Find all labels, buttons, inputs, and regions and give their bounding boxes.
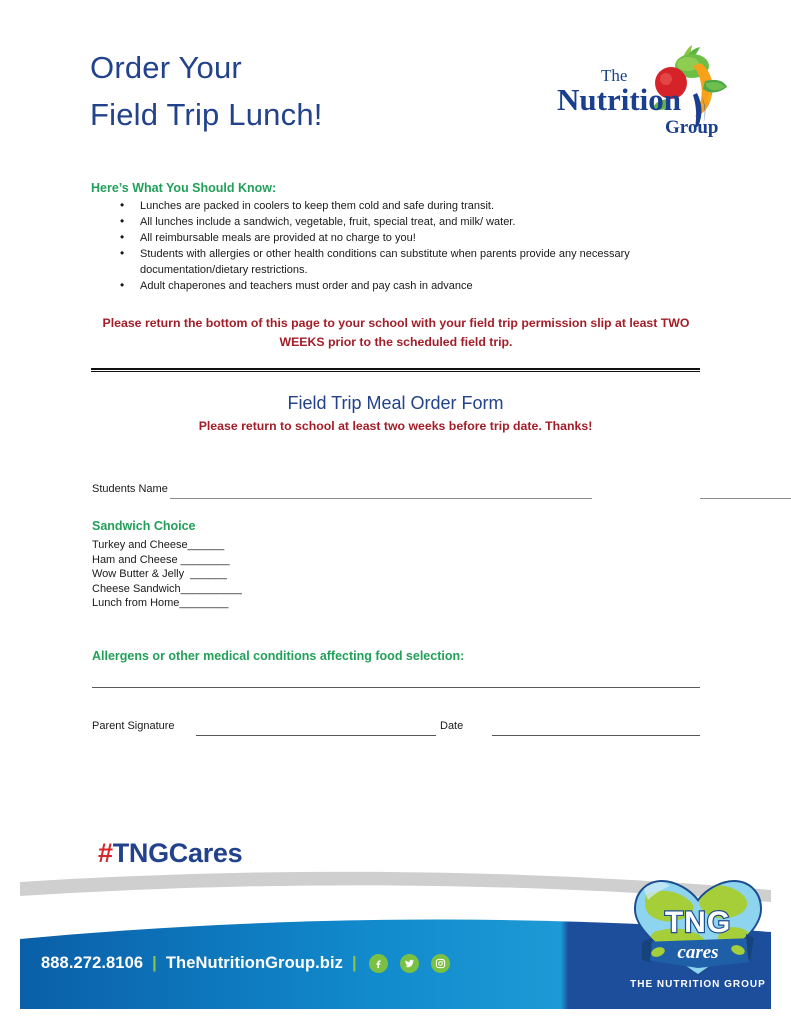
footer-separator-2: |	[352, 954, 357, 972]
list-item: • Lunches are packed in coolers to keep them cold and safe during transit.	[112, 199, 712, 215]
page-header	[0, 0, 791, 160]
know-section-heading: Here’s What You Should Know:	[91, 181, 277, 195]
date-label: Date	[440, 720, 464, 732]
list-item: • Adult chaperones and teachers must order and pay cash in advance	[112, 279, 712, 295]
student-name-input[interactable]	[170, 498, 592, 499]
know-bullet-list	[112, 199, 712, 295]
svg-text:cares: cares	[677, 942, 719, 963]
student-name-secondary-input[interactable]	[700, 498, 791, 499]
sandwich-option-cheese-sandwich[interactable]: Cheese Sandwich__________	[92, 582, 242, 595]
svg-text:Nutrition: Nutrition	[557, 82, 681, 117]
page-title	[90, 44, 323, 138]
title-line-2: Field Trip Lunch!	[90, 97, 323, 132]
sandwich-option-ham-cheese[interactable]: Ham and Cheese ________	[92, 553, 230, 566]
allergen-input[interactable]	[92, 687, 700, 688]
student-name-label: Students Name	[92, 483, 168, 495]
sandwich-option-wow-butter-jelly[interactable]: Wow Butter & Jelly ______	[92, 568, 227, 580]
section-divider	[91, 368, 700, 372]
sandwich-choice-heading: Sandwich Choice	[92, 519, 196, 533]
tng-cares-badge	[628, 876, 768, 994]
sandwich-option-turkey-cheese[interactable]: Turkey and Cheese______	[92, 539, 225, 551]
parent-signature-label: Parent Signature	[92, 720, 175, 732]
hashtag-text: TNGCares	[112, 838, 243, 868]
list-item: • All lunches include a sandwich, vegetable, fruit, special treat, and milk/ water.	[112, 215, 712, 231]
allergen-heading: Allergens or other medical conditions affecting food selection:	[92, 649, 465, 663]
footer-phone[interactable]: 888.272.8106	[41, 954, 144, 972]
order-form-subtitle: Please return to school at least two weeks before trip date. Thanks!	[198, 419, 593, 433]
svg-text:THE NUTRITION GROUP: THE NUTRITION GROUP	[630, 979, 766, 990]
order-form-title: Field Trip Meal Order Form	[287, 393, 504, 413]
hash-symbol: #	[98, 838, 113, 868]
sandwich-choice-list	[92, 538, 242, 611]
svg-text:The: The	[601, 66, 628, 85]
student-name-row	[92, 483, 700, 501]
svg-text:Group: Group	[665, 117, 719, 138]
instagram-icon[interactable]	[431, 954, 450, 973]
title-line-1: Order Your	[90, 50, 242, 85]
list-item: • All reimbursable meals are provided at no charge to you!	[112, 231, 712, 247]
footer-contact	[41, 954, 450, 973]
nutrition-group-logo	[555, 33, 743, 143]
signature-row	[92, 720, 700, 738]
return-notice: Please return the bottom of this page to your school with your field trip permission slip at least TWO WEEKS prior to the scheduled field trip.	[102, 316, 690, 349]
sandwich-option-lunch-from-home[interactable]: Lunch from Home________	[92, 597, 229, 609]
facebook-icon[interactable]	[369, 954, 388, 973]
date-input[interactable]	[492, 735, 700, 736]
svg-text:TNG: TNG	[664, 906, 732, 939]
twitter-icon[interactable]	[400, 954, 419, 973]
list-item: • Students with allergies or other health conditions can substitute when parents provide any necessary documentation/dietary restrictions.	[112, 247, 712, 278]
parent-signature-input[interactable]	[196, 735, 436, 736]
footer-website[interactable]: TheNutritionGroup.biz	[165, 954, 344, 972]
footer-separator-1: |	[152, 954, 157, 972]
